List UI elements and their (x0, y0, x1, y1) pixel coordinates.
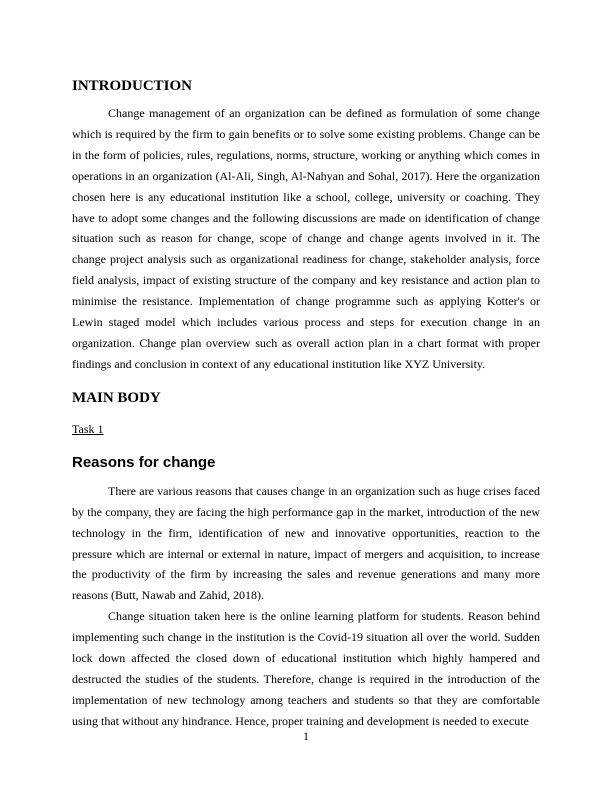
document-page (72, 76, 540, 732)
reasons-paragraph-1: There are various reasons that causes change in an organization such as huge crises faced by the company, they are facing the high performance gap in the market, introduction of the new technology in the firm, identification of new and innovative opportunities, reaction to the pressure which are internal or external in nature, impact of mergers and acquisition, to increase the productivity of the firm by increasing the sales and revenue generations and many more reasons (Butt, Nawab and Zahid, 2018). (72, 483, 540, 603)
main-body-heading: MAIN BODY (72, 389, 161, 406)
task-label: Task 1 (72, 421, 104, 436)
reasons-for-change-heading: Reasons for change (72, 453, 216, 471)
reasons-paragraph-2: Change situation taken here is the online learning platform for students. Reason behind implementing such change in the institution is the Covid-19 situation all over the world. Sudden lock down affected the closed down of educational institution which highly hampered and destructed the studies of the students. Therefore, change is required in the introduction of the implementation of new technology among teachers and students so that they are comfortable using that without any hindrance. Hence, proper training and development is needed to execute (72, 609, 540, 728)
introduction-heading: INTRODUCTION (72, 78, 193, 94)
introduction-paragraph: Change management of an organization can be defined as formulation of some change which is required by the firm to gain benefits or to solve some existing problems. Change can be in the form of policies, rules, regulations, norms, structure, working or anything which comes in operations in an organization (Al-Ali, Singh, Al-Nahyan and Sohal, 2017). Here the organization chosen here is any educational institution like a school, college, university or coaching. They have to adopt some changes and the following discussions are made on identification of change situation such as reason for change, scope of change and change agents involved in it. The change project analysis such as organizational readiness for change, stakeholder analysis, force field analysis, impact of existing structure of the company and key resistance and action plan to minimise the resistance. Implementation of change programme such as applying Kotter's or Lewin staged model which includes various process and steps for execution change in an organization. Change plan overview such as overall action plan in a chart format with proper findings and conclusion in context of any educational institution like XYZ University. (72, 106, 540, 371)
page-number: 1 (303, 729, 309, 743)
